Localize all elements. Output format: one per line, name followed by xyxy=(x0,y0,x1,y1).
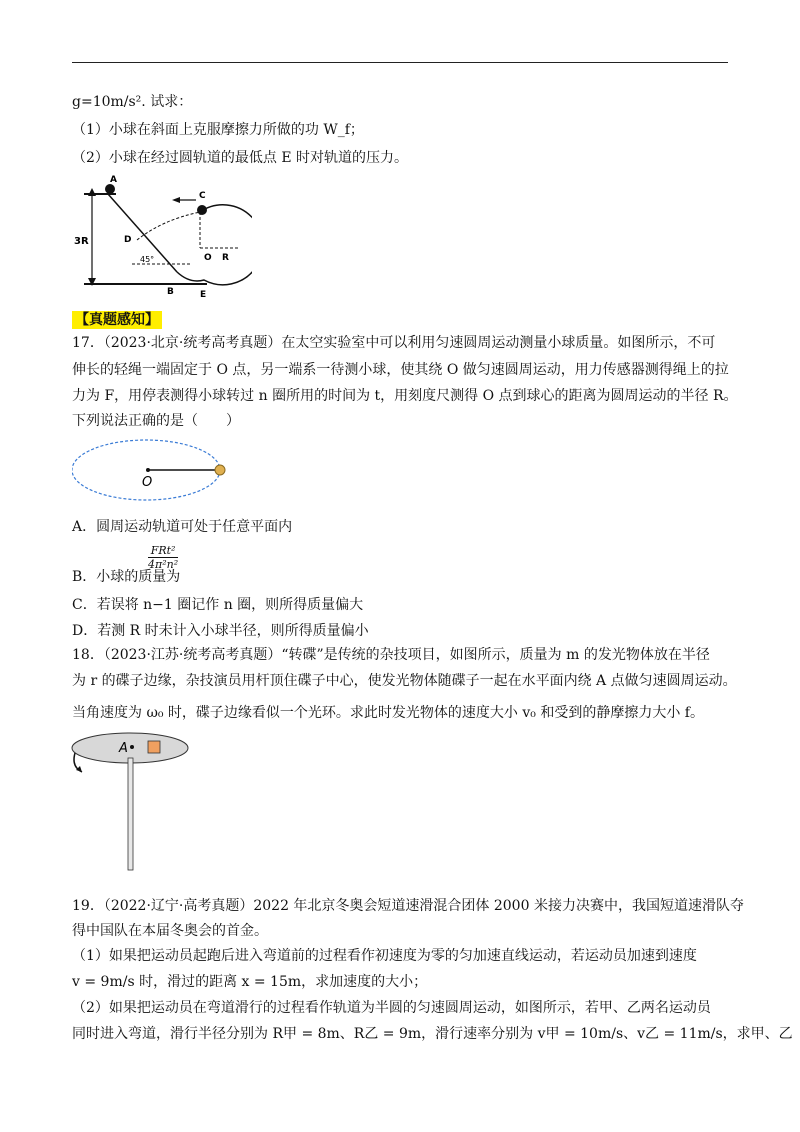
q19-line4: v = 9m/s 时，滑过的距离 x = 15m，求加速度的大小； xyxy=(72,974,428,990)
q19-line1: 19．（2022·辽宁·高考真题）2022 年北京冬奥会短道速滑混合团体 2000 米接力决赛中，我国短道速滑队夺 xyxy=(72,898,744,914)
q18-figure-spinning-plate xyxy=(66,728,196,873)
label-angle: 45° xyxy=(140,255,155,264)
q17-figure-circular-orbit xyxy=(72,438,312,514)
q16-part2: （2）小球在经过圆轨道的最低点 E 时对轨道的压力。 xyxy=(72,150,409,166)
q19-line2: 得中国队在本届冬奥会的首金。 xyxy=(72,923,268,939)
q17-option-a: A．圆周运动轨道可处于任意平面内 xyxy=(72,519,293,535)
q17-option-d: D．若测 R 时未计入小球半径，则所得质量偏小 xyxy=(72,623,369,639)
label-D: D xyxy=(124,235,132,245)
label-height: 3R xyxy=(74,236,89,247)
q17-line1: 17．（2023·北京·统考高考真题）在太空实验室中可以利用匀速圆周运动测量小球质量。如图所示，不可 xyxy=(72,335,716,351)
label-E: E xyxy=(200,290,207,300)
q18-line3: 当角速度为 ω₀ 时，碟子边缘看似一个光环。求此时发光物体的速度大小 v₀ 和受到的静摩擦力大小 f。 xyxy=(72,705,704,721)
q17-line4: 下列说法正确的是（ ） xyxy=(72,413,240,429)
q17-option-c: C．若误将 n−1 圈记作 n 圈，则所得质量偏大 xyxy=(72,597,364,613)
fraction-denominator: 4π²n² xyxy=(148,558,179,571)
q18-line2: 为 r 的碟子边缘，杂技演员用杆顶住碟子中心，使发光物体随碟子一起在水平面内绕 A 点做匀速圆周运动。 xyxy=(72,673,737,689)
q19-line3: （1）如果把运动员起跑后进入弯道前的过程看作初速度为零的匀加速直线运动，若运动员加速到速度 xyxy=(72,948,697,964)
header-rule xyxy=(72,62,728,63)
fraction-numerator: FRt² xyxy=(150,544,176,557)
label-R: R xyxy=(222,253,229,263)
label-B: B xyxy=(167,287,174,297)
section-tag: 【真题感知】 xyxy=(72,311,162,329)
q17-line3: 力为 F，用停表测得小球转过 n 圈所用的时间为 t，用刻度尺测得 O 点到球心的距离为圆周运动的半径 R。 xyxy=(72,388,738,404)
q17-option-b: B．小球的质量为 xyxy=(72,569,181,585)
q17-option-b-fraction xyxy=(148,544,178,571)
label-A: A xyxy=(110,175,117,185)
q19-line5: （2）如果把运动员在弯道滑行的过程看作轨道为半圆的匀速圆周运动，如图所示，若甲、乙两名运动员 xyxy=(72,1000,711,1016)
q16-given-g: g=10m/s². 试求： xyxy=(72,94,193,110)
q17-line2: 伸长的轻绳一端固定于 O 点，另一端系一待测小球，使其绕 O 做匀速圆周运动，用力传感器测得绳上的拉 xyxy=(72,362,729,378)
label-O: O xyxy=(204,253,212,263)
label-C: C xyxy=(199,191,206,201)
label-O: O xyxy=(142,475,153,490)
q16-part1: （1）小球在斜面上克服摩擦力所做的功 W_f； xyxy=(72,122,364,138)
q19-line6: 同时进入弯道，滑行半径分别为 R甲 = 8m、R乙 = 9m，滑行速率分别为 v甲 = 10m/s、v乙 = 11m/s，求甲、乙 xyxy=(72,1026,793,1042)
q18-line1: 18．（2023·江苏·统考高考真题）“转碟”是传统的杂技项目，如图所示，质量为 m 的发光物体放在半径 xyxy=(72,647,710,663)
q16-figure-incline-loop xyxy=(72,172,252,302)
label-A: A xyxy=(119,741,128,756)
